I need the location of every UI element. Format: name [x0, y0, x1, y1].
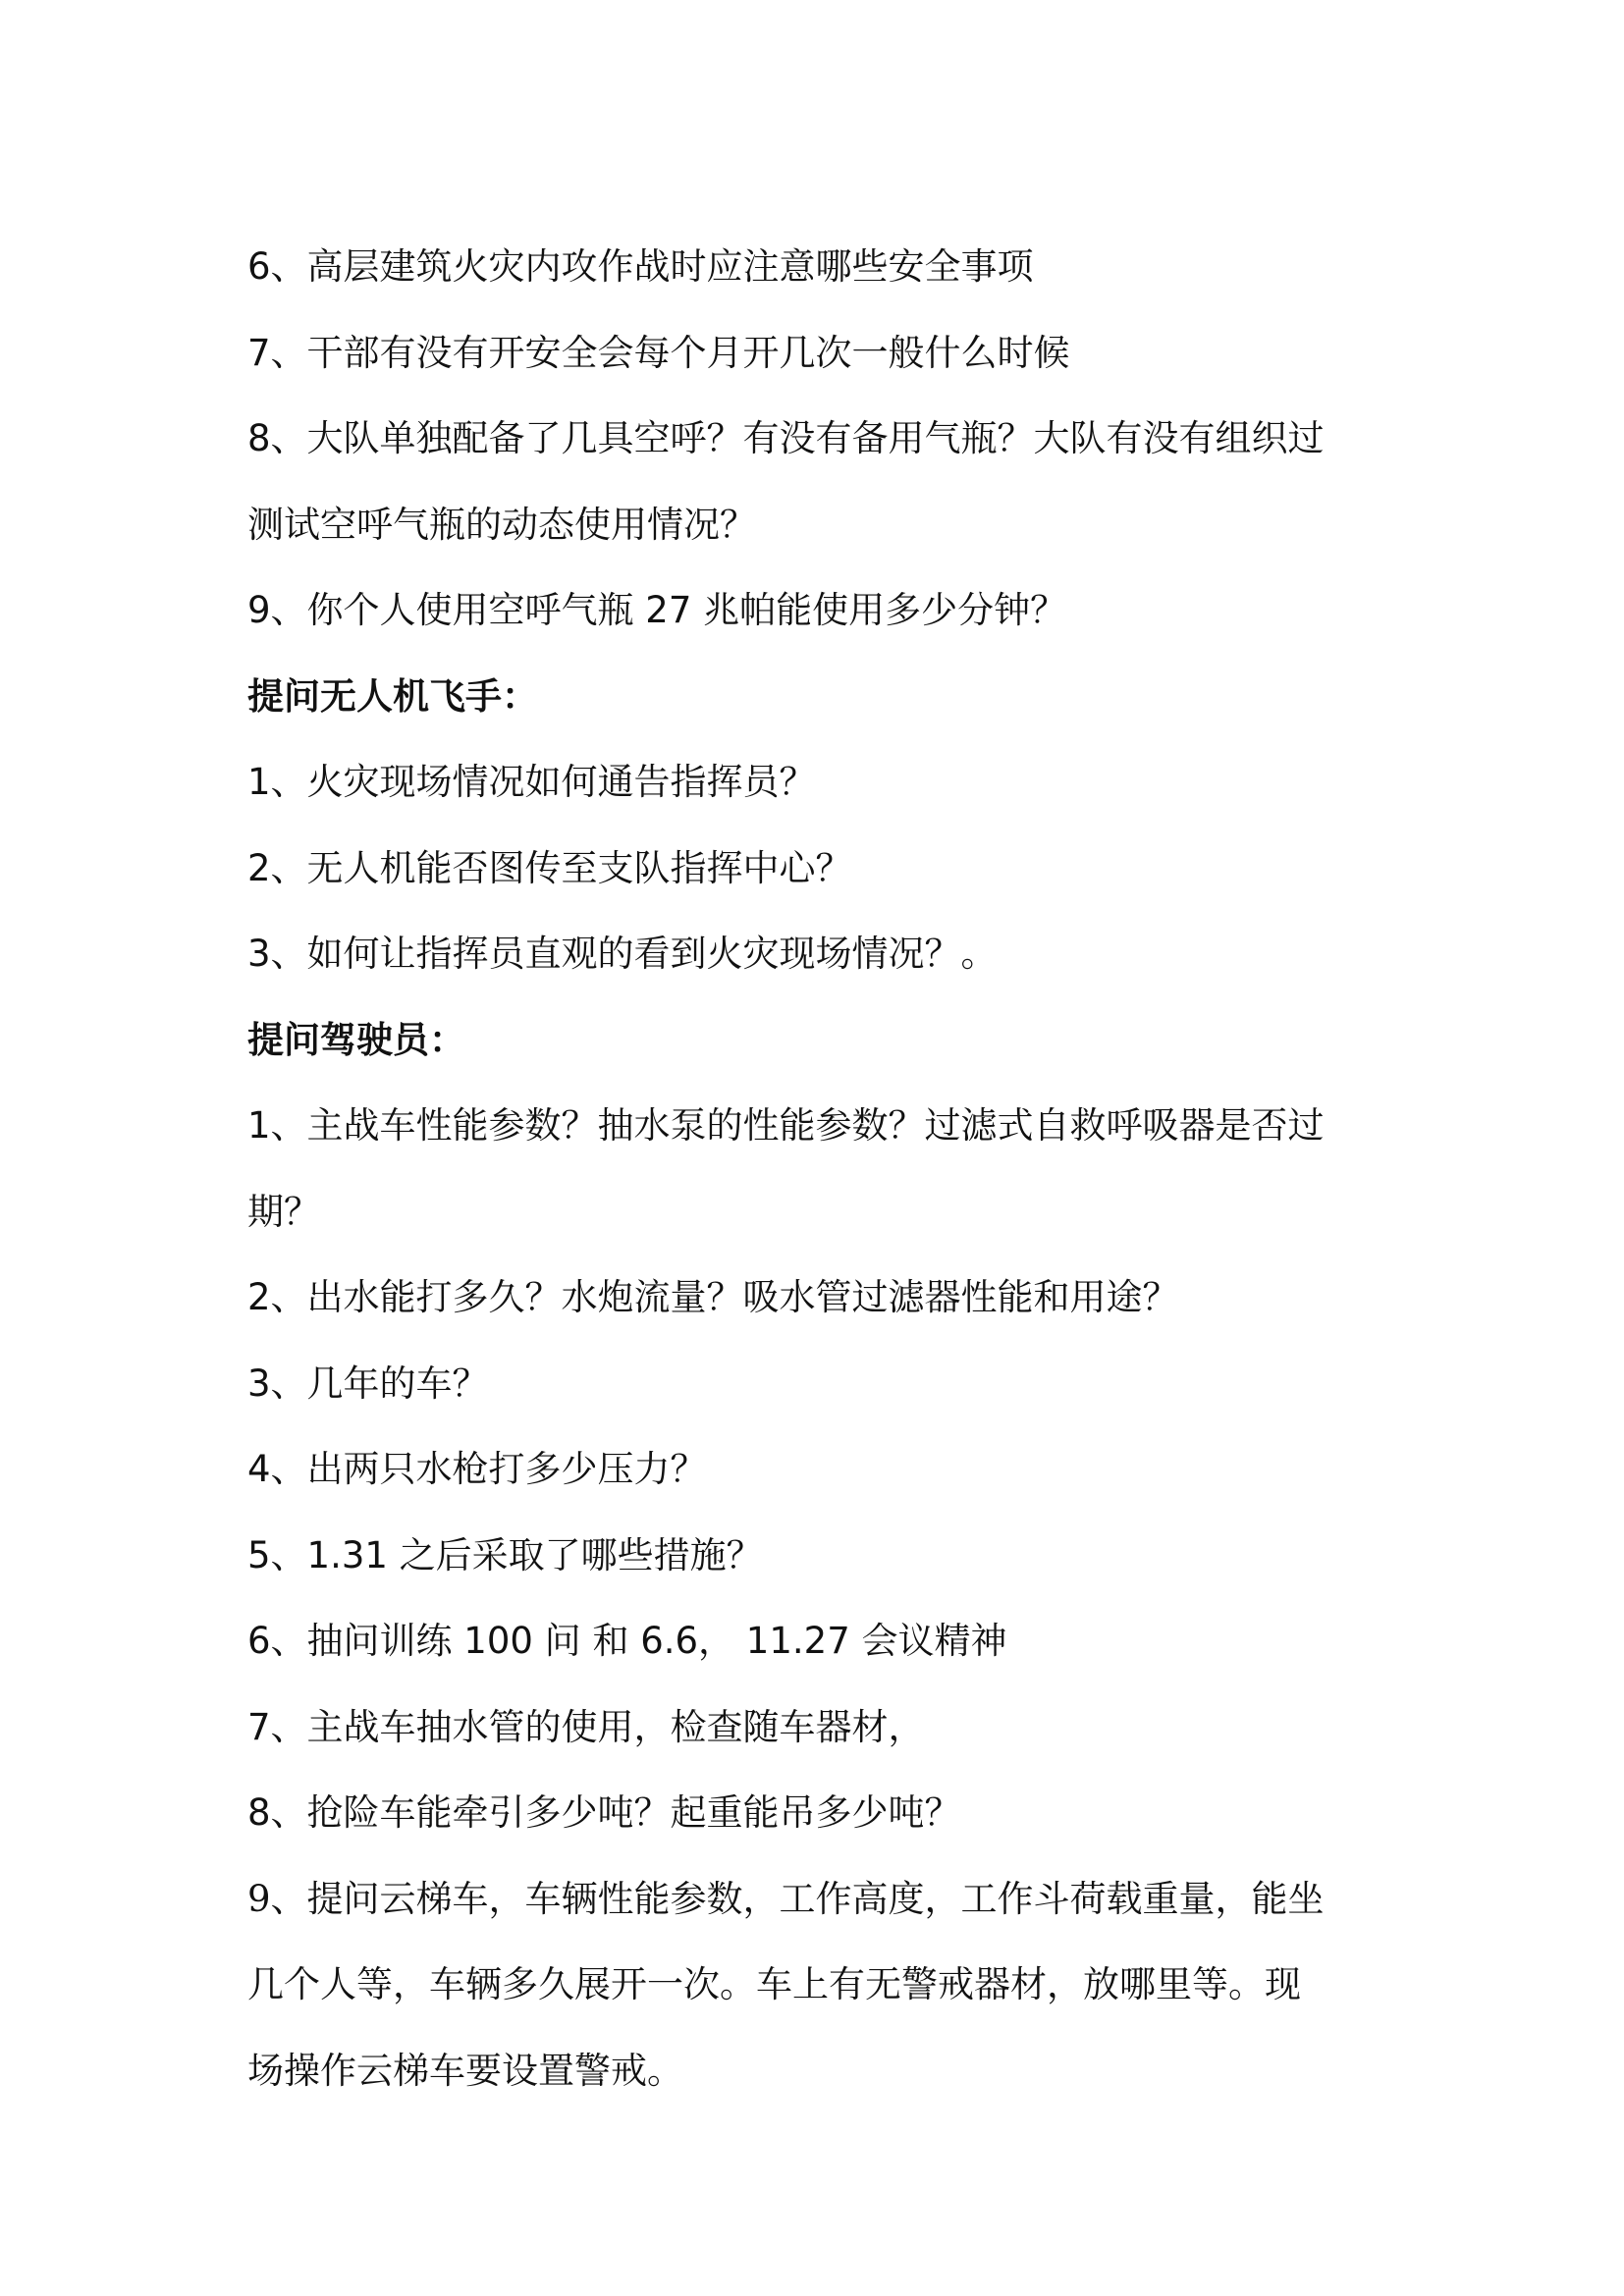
question-line: 8、大队单独配备了几具空呼？有没有备用气瓶？大队有没有组织过 [247, 417, 1325, 459]
question-line: 期？ [247, 1190, 320, 1233]
question-line: 6、抽问训练 100 问 和 6.6， 11.27 会议精神 [247, 1620, 1007, 1662]
item9-number: 9 [247, 1877, 271, 1920]
question-line: 3、如何让指挥员直观的看到火灾现场情况？。 [247, 933, 998, 975]
question-line: 3、几年的车？ [247, 1362, 489, 1405]
question-line: 4、出两只水枪打多少压力？ [247, 1448, 707, 1490]
question-line: 7、主战车抽水管的使用，检查随车器材， [247, 1705, 925, 1748]
question-line: 场操作云梯车要设置警戒。 [247, 2049, 683, 2092]
question-line: 测试空呼气瓶的动态使用情况？ [247, 503, 756, 546]
question-line: 2、出水能打多久？水炮流量？吸水管过滤器性能和用途？ [247, 1276, 1179, 1318]
section-heading-drone: 提问无人机飞手： [247, 674, 538, 718]
question-line: 2、无人机能否图传至支队指挥中心？ [247, 846, 852, 889]
question-line: 1、火灾现场情况如何通告指挥员？ [247, 761, 816, 803]
question-line: 7、干部有没有开安全会每个月开几次一般什么时候 [247, 331, 1070, 374]
question-line-item9 [247, 1856, 1406, 1943]
question-line: 9、你个人使用空呼气瓶 27 兆帕能使用多少分钟？ [247, 589, 1067, 631]
question-line: 8、抢险车能牵引多少吨？起重能吊多少吨？ [247, 1791, 961, 1834]
document-body [247, 224, 1406, 2113]
question-line: 几个人等，车辆多久展开一次。车上有无警戒器材，放哪里等。现 [247, 1963, 1301, 2005]
section-heading-driver: 提问驾驶员： [247, 1018, 465, 1061]
question-line: 5、1.31 之后采取了哪些措施？ [247, 1533, 763, 1576]
question-line: 6、高层建筑火灾内攻作战时应注意哪些安全事项 [247, 245, 1034, 288]
question-line: 1、主战车性能参数？抽水泵的性能参数？过滤式自救呼吸器是否过 [247, 1104, 1325, 1147]
item9-text: 、提问云梯车，车辆性能参数，工作高度，工作斗荷载重量，能坐 [270, 1877, 1325, 1920]
